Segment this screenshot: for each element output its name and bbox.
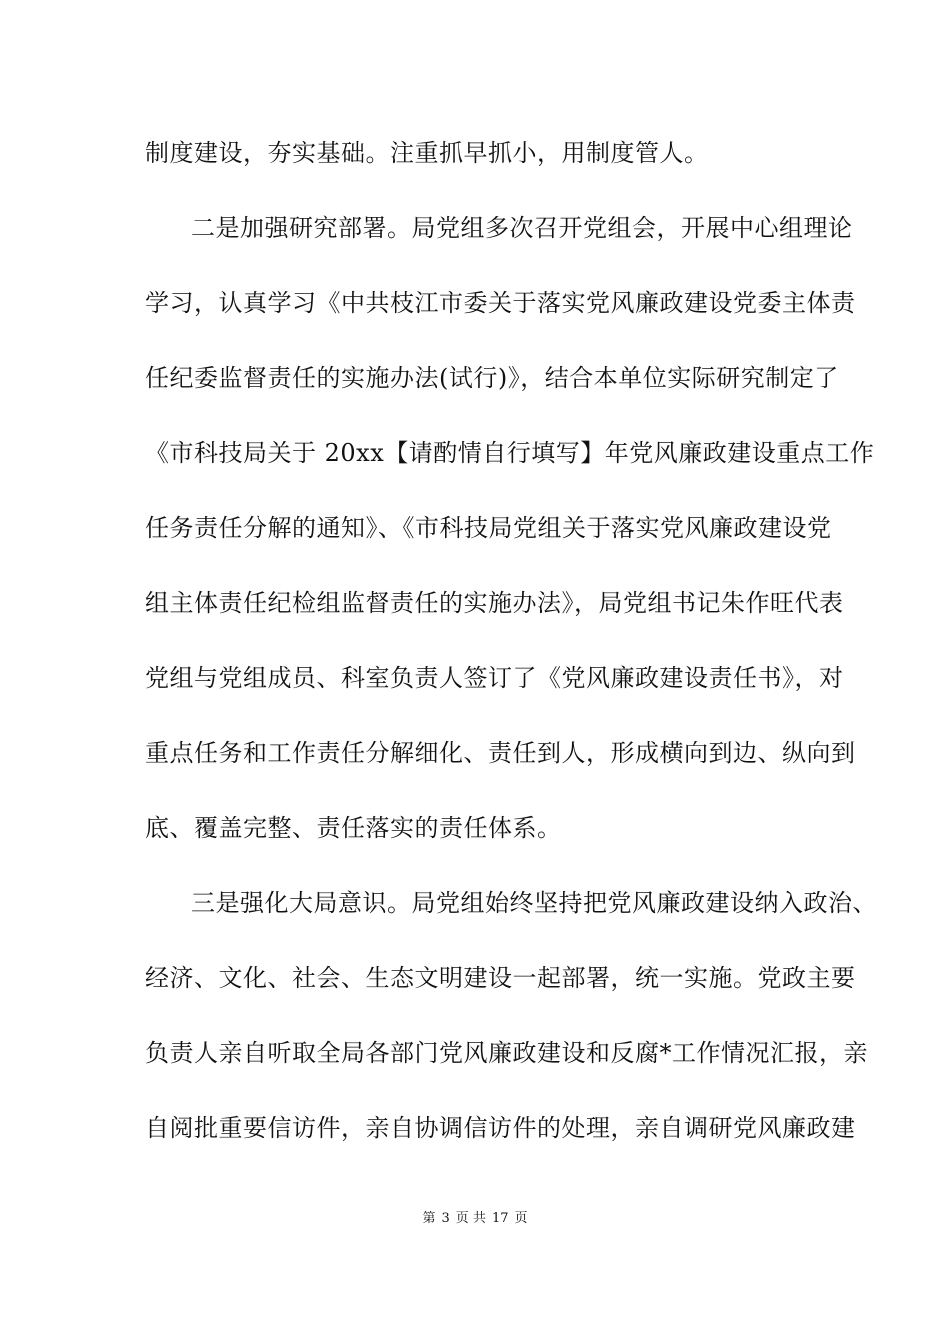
text-line-8: 党组与党组成员、科室负责人签订了《党风廉政建设责任书》，对 (145, 664, 844, 692)
total-pages-number: 17 (491, 1211, 509, 1226)
page-label-suffix: 页 (514, 1211, 528, 1226)
text-line-12: 经济、文化、社会、生态文明建设一起部署，统一实施。党政主要 (145, 964, 856, 992)
text-line-2-paragraph-start: 二是加强研究部署。局党组多次召开党组会，开展中心组理论 (191, 214, 853, 242)
text-line-11-paragraph-start: 三是强化大局意识。局党组始终坚持把党风廉政建设纳入政治、 (191, 889, 877, 917)
text-line-6: 任务责任分解的通知》、《市科技局党组关于落实党风廉政建设党 (145, 514, 832, 542)
text-line-5: 《市科技局关于 20xx【请酌情自行填写】年党风廉政建设重点工作 (145, 439, 875, 467)
text-line-9: 重点任务和工作责任分解细化、责任到人，形成横向到边、纵向到 (145, 739, 856, 767)
page-label-prefix: 第 (422, 1211, 436, 1226)
current-page-number: 3 (441, 1211, 450, 1226)
text-line-1: 制度建设，夯实基础。注重抓早抓小，用制度管人。 (145, 139, 709, 167)
text-line-13: 负责人亲自听取全局各部门党风廉政建设和反腐*工作情况汇报，亲 (145, 1039, 868, 1067)
text-line-10: 底、覆盖完整、责任落实的责任体系。 (145, 814, 562, 842)
page-label-mid: 页 共 (455, 1211, 486, 1226)
text-line-3: 学习，认真学习《中共枝江市委关于落实党风廉政建设党委主体责 (145, 289, 856, 317)
text-line-14: 自阅批重要信访件，亲自协调信访件的处理，亲自调研党风廉政建 (145, 1114, 856, 1142)
text-line-4: 任纪委监督责任的实施办法(试行)》，结合本单位实际研究制定了 (145, 364, 839, 392)
text-line-7: 组主体责任纪检组监督责任的实施办法》，局党组书记朱作旺代表 (145, 589, 844, 617)
page-number-footer (0, 1209, 950, 1229)
